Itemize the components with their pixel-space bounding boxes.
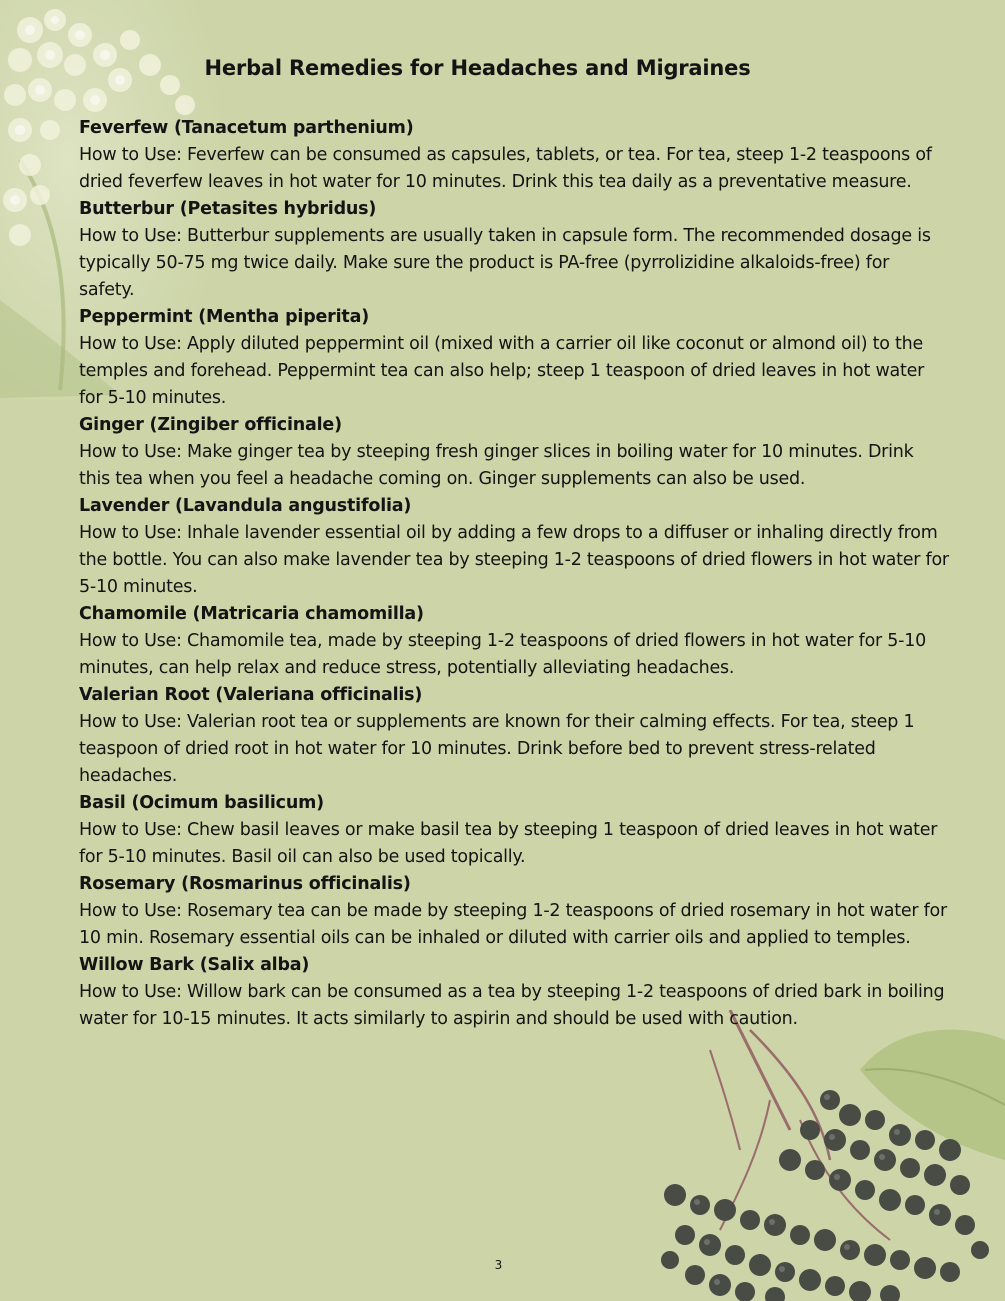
remedy-usage: How to Use: Apply diluted peppermint oil (mixed with a carrier oil like coconut or almond oil) to the temples and forehead. Peppermint tea can also help; steep 1 teaspoon of dried leaves in hot water for 5-10 minutes. [79, 334, 925, 408]
remedy-usage: How to Use: Valerian root tea or supplements are known for their calming effects. For tea, steep 1 teaspoon of dried root in hot water for 10 minutes. Drink before bed to prevent stress-related headaches. [79, 712, 915, 786]
remedy-name: Basil (Ocimum basilicum) [79, 793, 324, 813]
remedy-name: Chamomile (Matricaria chamomilla) [79, 604, 424, 624]
remedy-name: Ginger (Zingiber officinale) [79, 415, 342, 435]
remedy-name: Butterbur (Petasites hybridus) [79, 199, 377, 219]
remedy-usage: How to Use: Butterbur supplements are usually taken in capsule form. The recommended dosage is typically 50-75 mg twice daily. Make sure the product is PA-free (pyrrolizidine alkaloids-free) for safety. [79, 226, 931, 300]
remedy-usage: How to Use: Willow bark can be consumed as a tea by steeping 1-2 teaspoons of dried bark in boiling water for 10-15 minutes. It acts similarly to aspirin and should be used with caution. [79, 982, 945, 1029]
remedy-item-willow-bark [79, 952, 949, 1033]
remedy-name: Peppermint (Mentha piperita) [79, 307, 369, 327]
page-number: 3 [494, 1258, 503, 1272]
remedy-usage: How to Use: Rosemary tea can be made by steeping 1-2 teaspoons of dried rosemary in hot water for 10 min. Rosemary essential oils can be inhaled or diluted with carrier oils and applied to temples. [79, 901, 947, 948]
remedy-item-butterbur [79, 196, 949, 304]
remedy-usage: How to Use: Inhale lavender essential oil by adding a few drops to a diffuser or inhaling directly from the bottle. You can also make lavender tea by steeping 1-2 teaspoons of dried flowers in hot water for 5-10 minutes. [79, 523, 949, 597]
remedy-item-chamomile [79, 601, 949, 682]
remedy-item-valerian-root [79, 682, 949, 790]
remedy-item-feverfew [79, 115, 949, 196]
remedy-name: Rosemary (Rosmarinus officinalis) [79, 874, 411, 894]
remedy-item-peppermint [79, 304, 949, 412]
remedy-usage: How to Use: Chew basil leaves or make basil tea by steeping 1 teaspoon of dried leaves in hot water for 5-10 minutes. Basil oil can also be used topically. [79, 820, 938, 867]
remedy-item-rosemary [79, 871, 949, 952]
page-title: Herbal Remedies for Headaches and Migraines [204, 56, 751, 80]
remedy-name: Lavender (Lavandula angustifolia) [79, 496, 412, 516]
remedy-usage: How to Use: Feverfew can be consumed as capsules, tablets, or tea. For tea, steep 1-2 teaspoons of dried feverfew leaves in hot water for 10 minutes. Drink this tea daily as a preventative measure. [79, 145, 932, 192]
remedy-item-ginger [79, 412, 949, 493]
remedy-name: Feverfew (Tanacetum parthenium) [79, 118, 414, 138]
remedy-item-basil [79, 790, 949, 871]
remedy-name: Willow Bark (Salix alba) [79, 955, 310, 975]
remedy-item-lavender [79, 493, 949, 601]
remedy-usage: How to Use: Chamomile tea, made by steeping 1-2 teaspoons of dried flowers in hot water for 5-10 minutes, can help relax and reduce stress, potentially alleviating headaches. [79, 631, 927, 678]
remedy-name: Valerian Root (Valeriana officinalis) [79, 685, 423, 705]
remedy-usage: How to Use: Make ginger tea by steeping fresh ginger slices in boiling water for 10 minutes. Drink this tea when you feel a headache coming on. Ginger supplements can also be used. [79, 442, 914, 489]
remedy-list [79, 115, 949, 1033]
